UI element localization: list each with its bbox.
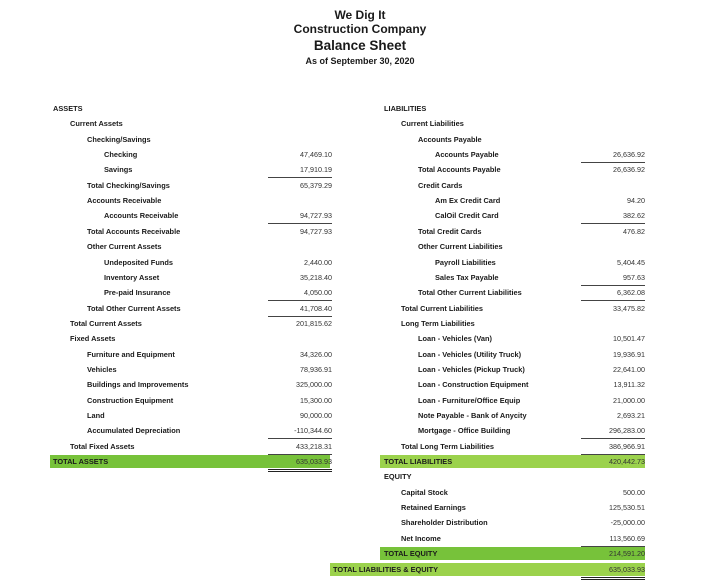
line-item-amount: 94,727.93 <box>268 208 332 224</box>
line-item-amount: 15,300.00 <box>300 395 332 405</box>
line-item <box>0 239 720 254</box>
line-item-amount: 13,911.32 <box>613 380 645 390</box>
line-item-label: Accounts Receivable <box>87 196 162 206</box>
line-item-label: Fixed Assets <box>70 334 116 344</box>
line-item <box>0 224 720 239</box>
line-item-label: EQUITY <box>384 472 412 482</box>
line-item-amount: 33,475.82 <box>613 303 645 313</box>
line-item-label: Mortgage - Office Building <box>418 426 511 436</box>
line-item-amount: 34,326.00 <box>300 349 332 359</box>
line-item <box>0 393 720 408</box>
line-item-label: CalOil Credit Card <box>435 211 499 221</box>
line-item-label: Total Credit Cards <box>418 226 482 236</box>
line-item-amount: 125,530.51 <box>609 503 645 513</box>
line-item-label: Note Payable - Bank of Anycity <box>418 411 527 420</box>
line-item-label: Construction Equipment <box>87 395 174 405</box>
line-item-amount: 325,000.00 <box>296 380 332 390</box>
line-item-label: Loan - Construction Equipment <box>418 380 529 390</box>
line-item-label: Retained Earnings <box>401 503 466 513</box>
line-item-amount: 47,469.10 <box>300 150 332 160</box>
line-item <box>0 562 720 577</box>
line-item-label: Accounts Payable <box>418 134 482 144</box>
line-item-label: Accounts Receivable <box>104 211 179 221</box>
line-item-label: Pre-paid Insurance <box>104 288 171 298</box>
line-item-label: Loan - Vehicles (Van) <box>418 334 492 344</box>
line-item <box>0 531 720 546</box>
line-item-label: Loan - Vehicles (Pickup Truck) <box>418 364 525 374</box>
line-item-label: Total Accounts Receivable <box>87 226 181 236</box>
line-item-label: Am Ex Credit Card <box>435 196 501 206</box>
line-item <box>0 193 720 208</box>
line-item <box>0 116 720 131</box>
line-item-amount: 26,636.92 <box>581 147 645 163</box>
line-item <box>0 454 720 469</box>
line-item-amount: 35,218.40 <box>300 272 332 282</box>
line-item-label: Checking/Savings <box>87 134 151 144</box>
line-item-amount: 500.00 <box>623 487 645 497</box>
line-item-label: Inventory Asset <box>104 272 160 282</box>
line-item <box>0 439 720 454</box>
line-item-label: Other Current Assets <box>87 242 162 252</box>
line-item-amount: -25,000.00 <box>610 518 645 528</box>
line-item-label: Furniture and Equipment <box>87 349 175 359</box>
line-item-label: Buildings and Improvements <box>87 380 189 390</box>
line-item-amount: 94,727.93 <box>300 226 332 236</box>
line-item-label: Current Assets <box>70 119 123 129</box>
line-item <box>0 362 720 377</box>
line-item-amount: 957.63 <box>581 270 645 286</box>
line-item <box>0 408 720 423</box>
line-item-amount: 22,641.00 <box>613 364 645 374</box>
line-item <box>0 423 720 438</box>
line-item-label: TOTAL LIABILITIES <box>384 457 453 467</box>
line-item-amount: 21,000.00 <box>613 395 645 405</box>
line-item-amount: 635,033.93 <box>268 454 332 472</box>
line-item-amount: 2,440.00 <box>304 257 332 267</box>
line-item-amount: 19,936.91 <box>613 349 645 359</box>
line-item-label: Loan - Furniture/Office Equip <box>418 395 521 405</box>
company-name-line1: We Dig It <box>334 8 386 22</box>
line-item <box>0 270 720 285</box>
line-item-amount: 214,591.20 <box>609 549 645 559</box>
line-item-label: Other Current Liabilities <box>418 242 503 252</box>
line-item-label: Land <box>87 411 105 420</box>
line-item-amount: 4,050.00 <box>268 285 332 301</box>
line-item-amount: -110,344.60 <box>268 423 332 439</box>
line-item <box>0 331 720 346</box>
line-item-label: Capital Stock <box>401 487 448 497</box>
line-item-amount: 433,218.31 <box>268 439 332 455</box>
line-item-label: TOTAL EQUITY <box>384 549 438 559</box>
line-item-amount: 94.20 <box>627 196 645 206</box>
line-item-label: Total Fixed Assets <box>70 441 135 451</box>
line-item-amount: 65,379.29 <box>300 180 332 190</box>
line-item-label: Net Income <box>401 533 441 543</box>
line-item <box>0 147 720 162</box>
line-item-label: Long Term Liabilities <box>401 318 475 328</box>
line-item-amount: 635,033.93 <box>581 562 645 580</box>
line-item-amount: 386,966.91 <box>581 439 645 455</box>
line-item-label: Total Checking/Savings <box>87 180 170 190</box>
line-item-amount: 113,560.69 <box>581 531 645 547</box>
line-item-amount: 420,442.73 <box>609 457 645 467</box>
line-item-amount: 17,910.19 <box>268 162 332 178</box>
line-item-amount: 10,501.47 <box>613 334 645 344</box>
line-item <box>0 162 720 177</box>
line-item-label: Vehicles <box>87 364 117 374</box>
line-item-label: Accumulated Depreciation <box>87 426 181 436</box>
line-item-label: Checking <box>104 150 138 160</box>
line-item-label: LIABILITIES <box>384 104 427 113</box>
line-item <box>0 101 720 116</box>
line-item <box>0 208 720 223</box>
line-item-amount: 90,000.00 <box>300 411 332 420</box>
line-item-amount: 2,693.21 <box>617 411 645 420</box>
line-item-amount: 296,283.00 <box>581 423 645 439</box>
line-item <box>0 469 720 484</box>
line-item-label: Savings <box>104 165 133 175</box>
line-item-label: Total Other Current Liabilities <box>418 288 522 298</box>
line-item-label: Total Accounts Payable <box>418 165 501 175</box>
line-item <box>0 178 720 193</box>
line-item <box>0 515 720 530</box>
line-item-label: Current Liabilities <box>401 119 464 129</box>
line-item-label: Total Current Assets <box>70 318 142 328</box>
line-item-amount: 26,636.92 <box>613 165 645 175</box>
line-item <box>0 285 720 300</box>
report-date: As of September 30, 2020 <box>305 56 415 66</box>
line-item-label: Credit Cards <box>418 180 463 190</box>
line-item-label: Accounts Payable <box>435 150 499 160</box>
line-item-amount: 201,815.62 <box>296 318 332 328</box>
line-item <box>0 500 720 515</box>
line-item <box>0 301 720 316</box>
line-item-label: TOTAL ASSETS <box>53 457 109 467</box>
line-item-label: TOTAL LIABILITIES & EQUITY <box>333 564 439 574</box>
line-item-amount: 78,936.91 <box>300 364 332 374</box>
line-item <box>0 347 720 362</box>
line-item-label: Payroll Liabilities <box>435 257 496 267</box>
line-item-label: Loan - Vehicles (Utility Truck) <box>418 349 522 359</box>
line-item-label: Sales Tax Payable <box>435 272 499 282</box>
line-item-label: Total Long Term Liabilities <box>401 441 494 451</box>
line-item-label: Total Other Current Assets <box>87 303 181 313</box>
line-item-amount: 5,404.45 <box>617 257 645 267</box>
line-item <box>0 485 720 500</box>
line-item-label: Undeposited Funds <box>104 257 173 267</box>
line-item-label: Shareholder Distribution <box>401 518 488 528</box>
line-item-amount: 41,708.40 <box>268 301 332 317</box>
line-item <box>0 316 720 331</box>
line-item <box>0 546 720 561</box>
line-item <box>0 377 720 392</box>
line-item <box>0 255 720 270</box>
report-title: Balance Sheet <box>313 38 407 53</box>
line-item-amount: 476.82 <box>623 226 645 236</box>
line-item-amount: 382.62 <box>581 208 645 224</box>
line-item-label: ASSETS <box>53 104 83 113</box>
line-item <box>0 132 720 147</box>
line-item-amount: 6,362.08 <box>581 285 645 301</box>
company-name-line2: Construction Company <box>293 22 427 36</box>
line-item-label: Total Current Liabilities <box>401 303 483 313</box>
